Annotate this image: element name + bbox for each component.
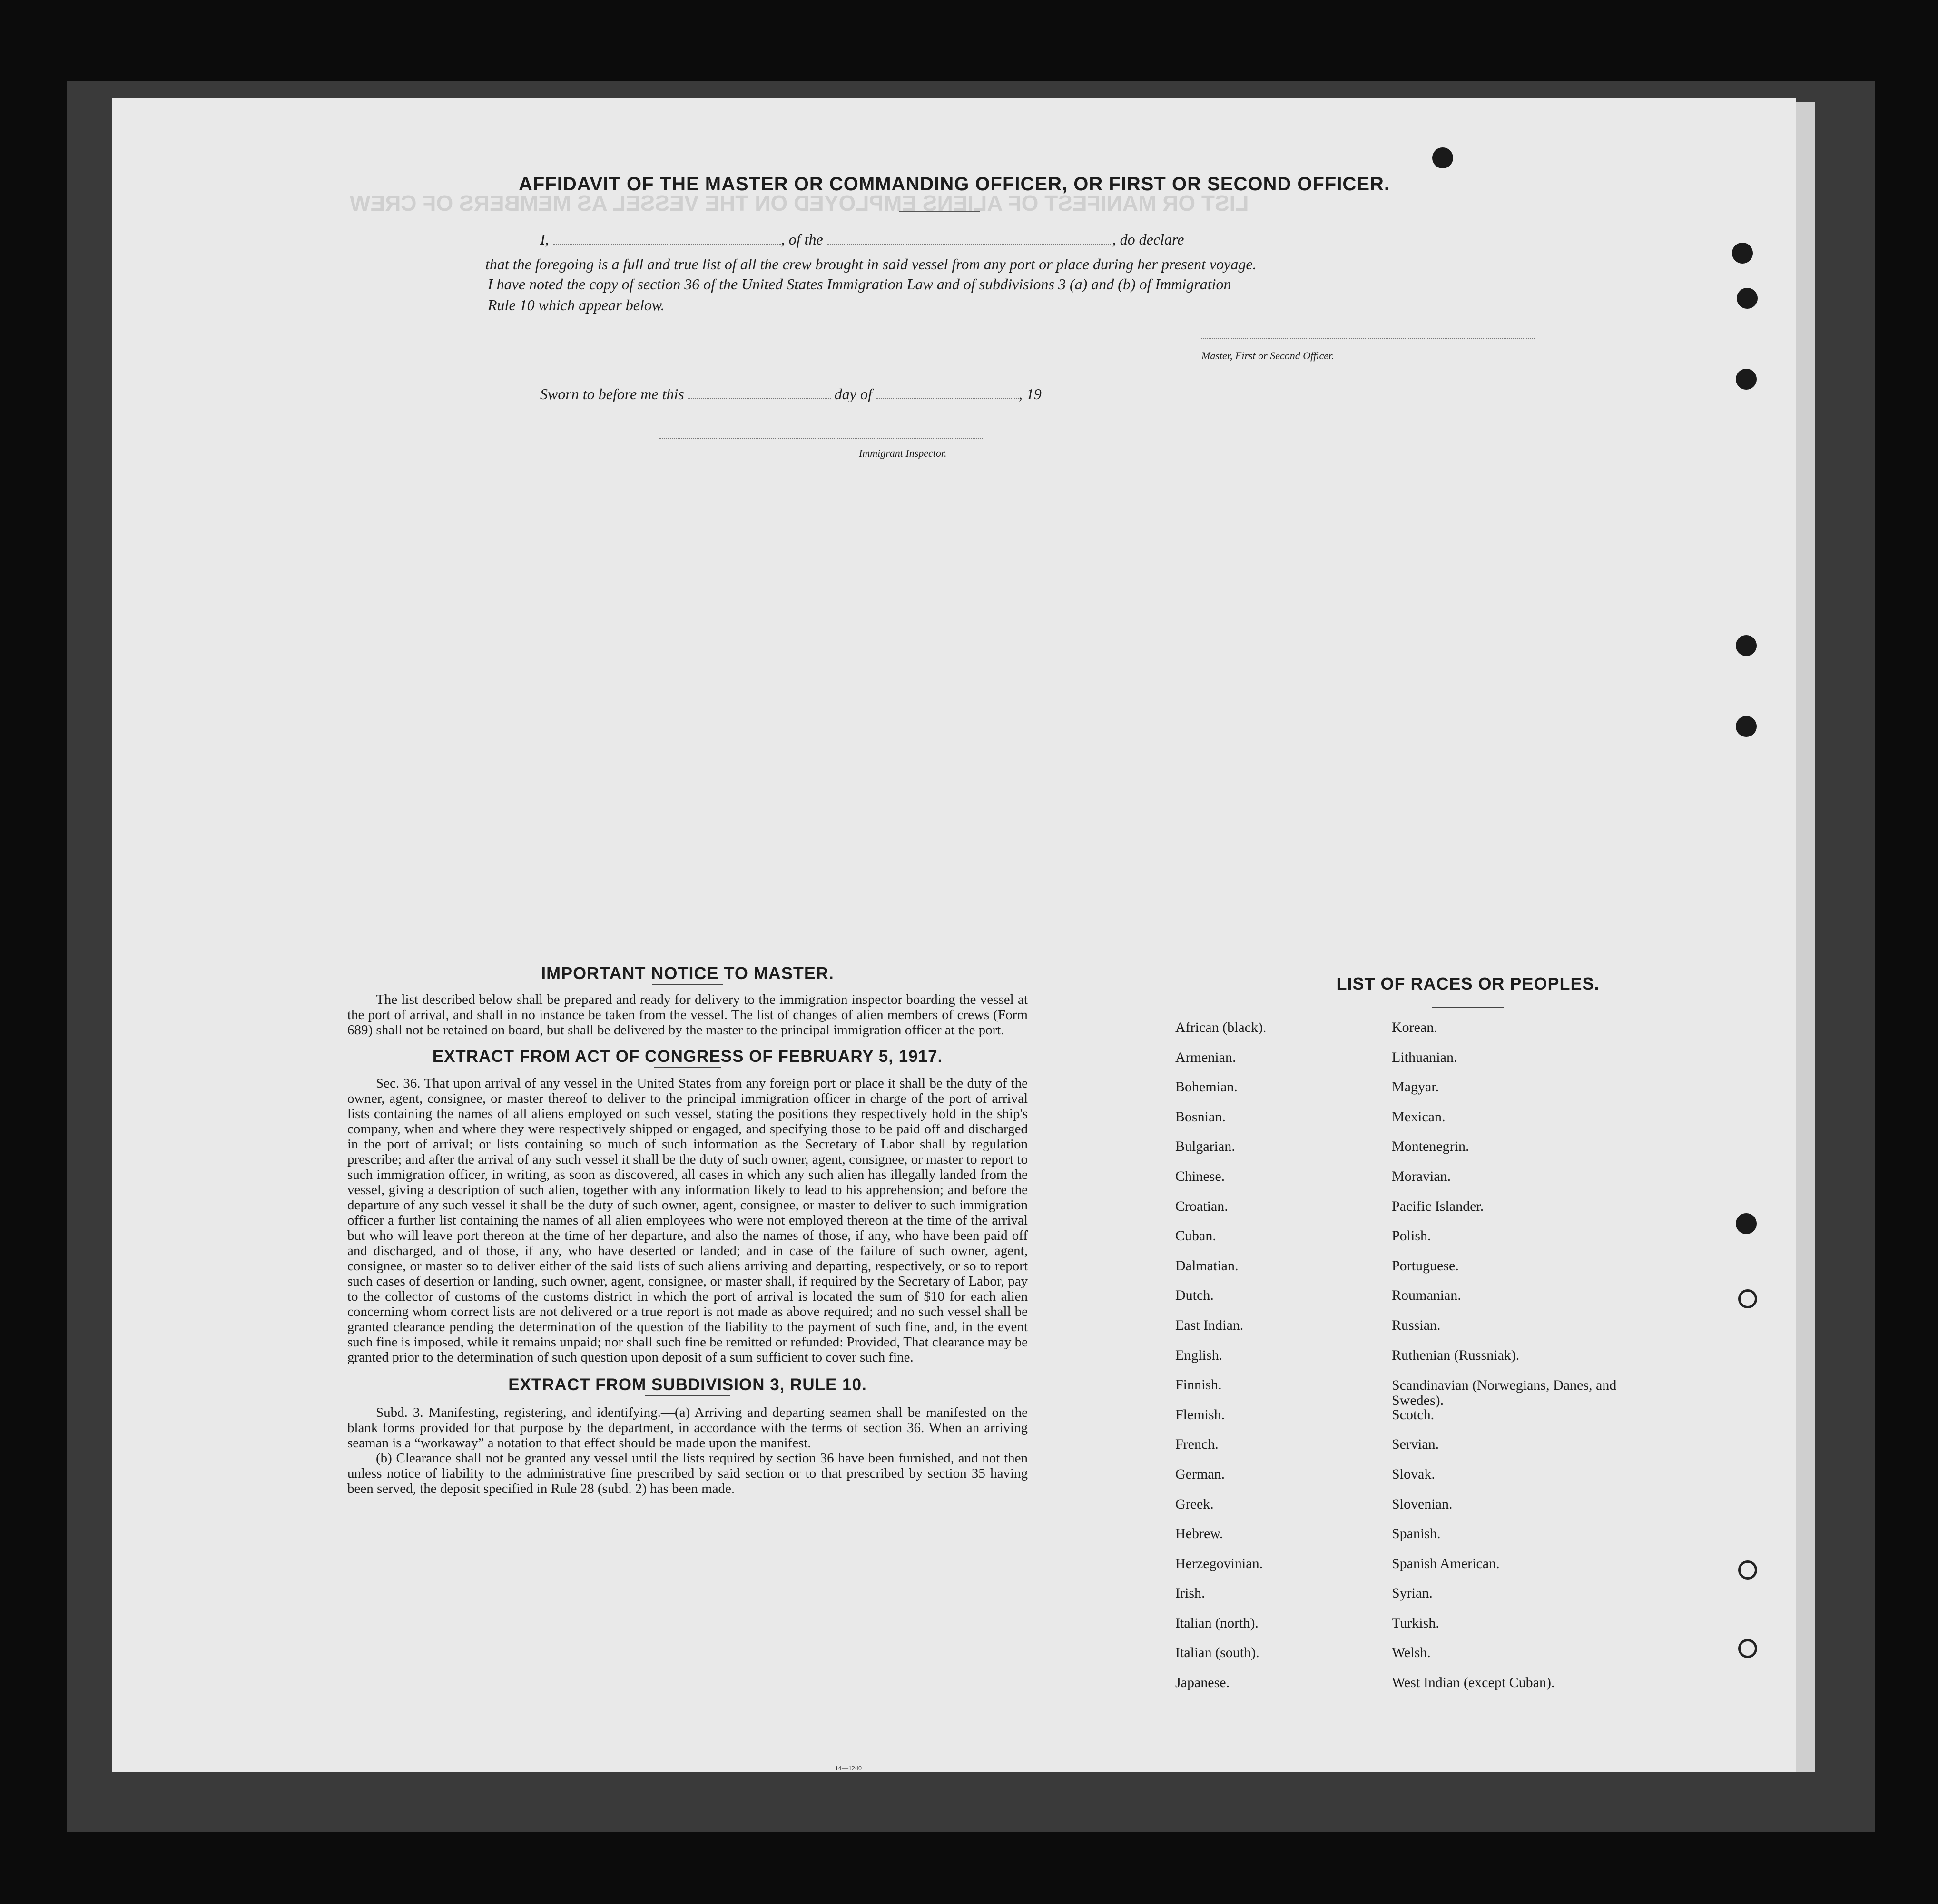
races-title: LIST OF RACES OR PEOPLES.	[1336, 974, 1600, 993]
race-item: Moravian.	[1392, 1168, 1451, 1184]
race-item: Welsh.	[1392, 1645, 1431, 1661]
race-item: Slovak.	[1392, 1466, 1435, 1482]
race-item: Italian (south).	[1175, 1645, 1259, 1661]
punch-hole-ring	[1738, 1639, 1757, 1658]
race-item: Servian.	[1392, 1436, 1439, 1453]
punch-hole	[1736, 635, 1757, 656]
sworn-text: Sworn to before me this	[540, 385, 684, 402]
race-item: Armenian.	[1175, 1049, 1236, 1065]
race-item: Chinese.	[1175, 1168, 1225, 1184]
race-item: Montenegrin.	[1392, 1138, 1469, 1155]
form-code: 14—1240	[835, 1765, 862, 1772]
race-item: Dalmatian.	[1175, 1257, 1239, 1274]
bleed-through-header: LIST OR MANIFEST OF ALIENS EMPLOYED ON THE VESSEL AS MEMBERS OF CREW	[350, 191, 1249, 216]
race-item: Spanish.	[1392, 1526, 1441, 1542]
notice-body: The list described below shall be prepared and ready for delivery to the immigration inspector boarding the vessel at the port of arrival, and shall in no instance be taken from the vessel. The list of changes of alien members of crews (Form 689) shall not be retained on board, but shall be delivered by the master to the principal immigration officer at the port.	[347, 992, 1028, 1038]
notice-title: IMPORTANT NOTICE TO MASTER.	[541, 963, 834, 983]
races-column-1	[1175, 1021, 1375, 1706]
day-of-text: day of	[834, 385, 872, 402]
affidavit-line-3: I have noted the copy of section 36 of the United States Immigration Law and of subdivisions 3 (a) and (b) of Immigration	[488, 275, 1231, 293]
race-item: Greek.	[1175, 1496, 1214, 1512]
sworn-line	[540, 385, 1042, 403]
day-blank	[688, 398, 831, 399]
races-title-underline	[1432, 1007, 1504, 1008]
inspector-signature-line	[659, 438, 983, 439]
punch-hole-ring	[1738, 1289, 1757, 1308]
race-item: Bosnian.	[1175, 1109, 1226, 1125]
race-item: East Indian.	[1175, 1317, 1244, 1333]
race-item: West Indian (except Cuban).	[1392, 1675, 1555, 1691]
affidavit-i: I,	[540, 231, 549, 248]
race-item: Finnish.	[1175, 1377, 1222, 1393]
race-item: Magyar.	[1392, 1079, 1439, 1095]
race-item: English.	[1175, 1347, 1223, 1363]
extract-rule-title: EXTRACT FROM SUBDIVISION 3, RULE 10.	[508, 1375, 867, 1394]
race-item: Hebrew.	[1175, 1526, 1223, 1542]
race-item: Dutch.	[1175, 1287, 1214, 1304]
affidavit-line-4: Rule 10 which appear below.	[488, 296, 665, 314]
year-text: , 19	[1018, 385, 1042, 402]
race-item: Spanish American.	[1392, 1555, 1500, 1571]
affidavit-line-1	[540, 231, 1184, 248]
race-item: Mexican.	[1392, 1109, 1446, 1125]
affidavit-of-the: , of the	[781, 231, 823, 248]
page-edge-shadow	[1796, 102, 1815, 1772]
punch-hole	[1736, 369, 1757, 390]
race-item: Scotch.	[1392, 1406, 1435, 1423]
race-item: Slovenian.	[1392, 1496, 1453, 1512]
name-blank	[553, 244, 781, 245]
title-underline	[899, 211, 980, 212]
race-item: African (black).	[1175, 1020, 1267, 1035]
race-item: Pacific Islander.	[1392, 1198, 1484, 1214]
extract-act-title: EXTRACT FROM ACT OF CONGRESS OF FEBRUARY 5, 1917.	[432, 1047, 943, 1066]
signature-caption: Master, First or Second Officer.	[1201, 350, 1334, 362]
race-item: Herzegovinian.	[1175, 1555, 1263, 1571]
punch-hole	[1737, 288, 1758, 309]
extract-rule-para-a: Subd. 3. Manifesting, registering, and identifying.—(a) Arriving and departing seamen shall be manifested on the blank forms provided for that purpose by the department, in accordance with the terms of section 36. When an arriving seaman is a “workaway” a notation to that effect should be made upon the manifest.	[347, 1405, 1028, 1451]
race-item: Irish.	[1175, 1585, 1205, 1601]
race-item: Italian (north).	[1175, 1615, 1259, 1631]
vessel-blank	[827, 244, 1112, 245]
punch-hole	[1732, 243, 1753, 264]
race-item: Japanese.	[1175, 1675, 1230, 1691]
race-item: Syrian.	[1392, 1585, 1433, 1601]
race-item: French.	[1175, 1436, 1219, 1453]
extract-rule-underline	[645, 1395, 730, 1396]
races-column-2	[1392, 1021, 1630, 1706]
race-item: Ruthenian (Russniak).	[1392, 1347, 1520, 1363]
punch-hole	[1432, 147, 1453, 168]
affidavit-line-2: that the foregoing is a full and true list of all the crew brought in said vessel from any port or place during her present voyage.	[485, 255, 1257, 273]
race-item: Bulgarian.	[1175, 1138, 1235, 1155]
punch-hole	[1736, 716, 1757, 737]
affidavit-title: AFFIDAVIT OF THE MASTER OR COMMANDING OFFICER, OR FIRST OR SECOND OFFICER.	[519, 174, 1390, 195]
race-item: German.	[1175, 1466, 1225, 1482]
race-item: Portuguese.	[1392, 1257, 1459, 1274]
notice-title-underline	[652, 984, 723, 985]
affidavit-declare: , do declare	[1112, 231, 1184, 248]
extract-rule-para-b: (b) Clearance shall not be granted any vessel until the lists required by section 36 have been furnished, and not then unless notice of liability to the administrative fine prescribed by said section or to that prescribed by section 35 having been served, the deposit specified in Rule 28 (subd. 2) has been made.	[347, 1451, 1028, 1496]
extract-act-underline	[654, 1067, 721, 1068]
race-item: Scandinavian (Norwegians, Danes, and Swedes).	[1392, 1377, 1617, 1409]
document-page	[112, 98, 1796, 1772]
punch-hole	[1736, 1213, 1757, 1234]
signature-line	[1201, 338, 1535, 339]
inspector-caption: Immigrant Inspector.	[859, 447, 947, 459]
notice-column	[347, 963, 1028, 1496]
race-item: Lithuanian.	[1392, 1049, 1457, 1065]
race-item: Russian.	[1392, 1317, 1441, 1333]
race-item: Korean.	[1392, 1020, 1437, 1035]
race-item: Turkish.	[1392, 1615, 1439, 1631]
month-blank	[876, 398, 1019, 399]
extract-act-body: Sec. 36. That upon arrival of any vessel in the United States from any foreign port or place it shall be the duty of the owner, agent, consignee, or master thereof to deliver to the principal immigration officer in charge of the port of arrival lists containing the names of all aliens employed on such vessel, stating the positions they respectively hold in the ship's company, when and where they were respectively shipped or engaged, and specifying those to be paid off and discharged in the port of arrival; or lists containing so much of such information as the Secretary of Labor shall by regulation prescribe; and after the arrival of any such vessel it shall be the duty of such owner, agent, consignee, or master to report to such immigration officer, in writing, as soon as discovered, all cases in which any such alien has illegally landed from the vessel, giving a description of such alien, together with any information likely to lead to his apprehension; and before the departure of any such vessel it shall be the duty of such owner, agent, consignee, or master to deliver to such immigration officer a further list containing the names of all alien employees who were not employed thereon at the time of the arrival but who will leave port thereon at the time of her departure, and also the names of those, if any, who have been paid off and discharged, and of those, if any, who have deserted or landed; and in case of the failure of such owner, agent, consignee, or master so to deliver either of the said lists of such aliens arriving and departing, respectively, or so to report such cases of desertion or landing, such owner, agent, consignee, or master shall, if required by the Secretary of Labor, pay to the collector of customs of the customs district in which the port of arrival is located the sum of $10 for each alien concerning whom correct lists are not delivered or a true report is not made as above required; and no such vessel shall be granted clearance pending the determination of the question of the liability to the payment of such fine, and, in the event such fine is imposed, while it remains unpaid; nor shall such fine be remitted or refunded: Provided, That clearance may be granted prior to the determination of such question upon deposit of a sum sufficient to cover such fine.	[347, 1076, 1028, 1365]
race-item: Flemish.	[1175, 1406, 1225, 1423]
race-item: Cuban.	[1175, 1228, 1216, 1244]
punch-hole-ring	[1738, 1560, 1757, 1580]
race-item: Croatian.	[1175, 1198, 1228, 1214]
race-item: Roumanian.	[1392, 1287, 1461, 1304]
race-item: Polish.	[1392, 1228, 1431, 1244]
race-item: Bohemian.	[1175, 1079, 1238, 1095]
